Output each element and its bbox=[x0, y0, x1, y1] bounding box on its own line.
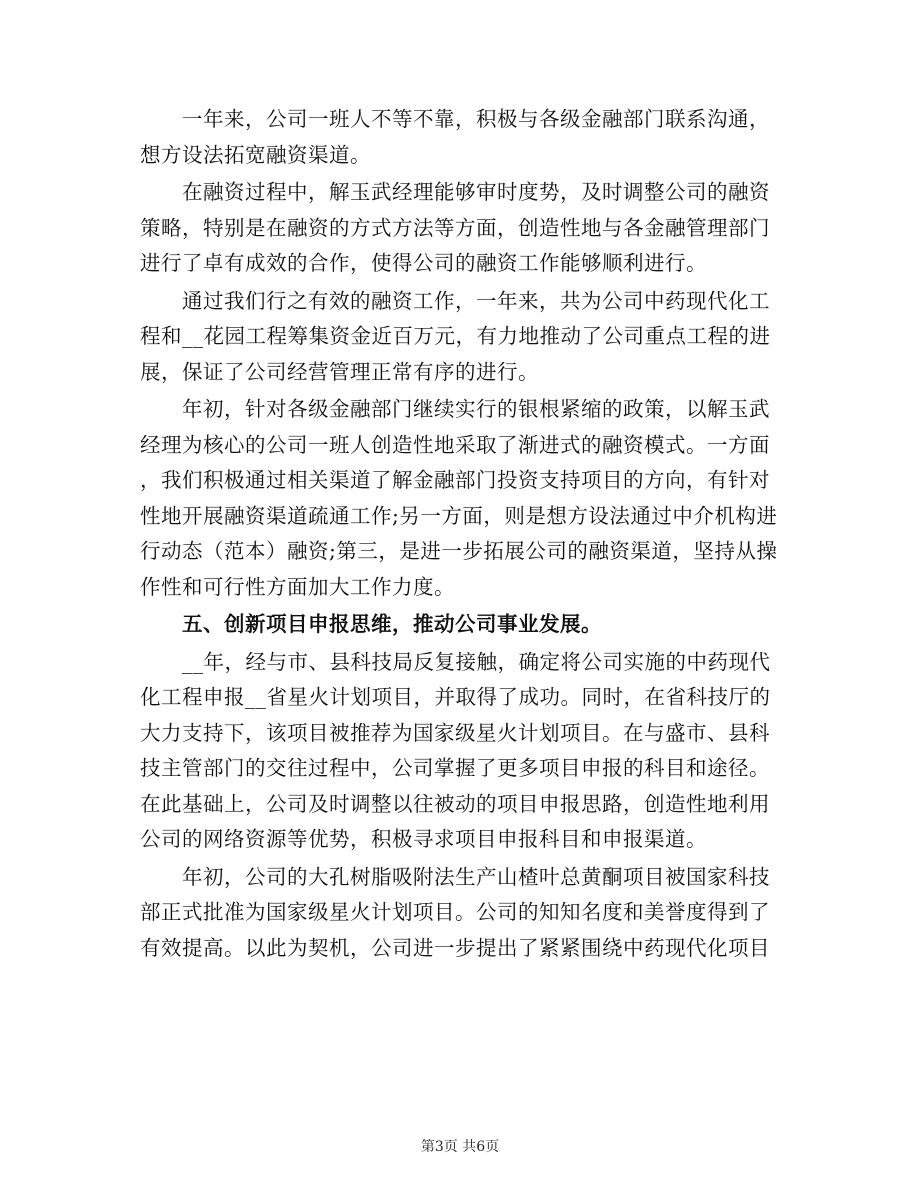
text-line: 在融资过程中，解玉武经理能够审时度势，及时调整公司的融资 bbox=[182, 180, 770, 204]
paragraph bbox=[140, 102, 780, 173]
text-line: 大力支持下，该项目被推荐为国家级星火计划项目。在与盛市、县科 bbox=[140, 720, 770, 745]
text-line: 年初，针对各级金融部门继续实行的银根紧缩的政策，以解玉武 bbox=[182, 397, 770, 421]
paragraph bbox=[140, 645, 780, 858]
text-line: 通过我们行之有效的融资工作，一年来，共为公司中药现代化工 bbox=[182, 288, 770, 313]
text-line: 在此基础上，公司及时调整以往被动的项目申报思路，创造性地利用 bbox=[140, 791, 770, 816]
text-line: 展，保证了公司经营管理正常有序的进行。 bbox=[140, 359, 539, 384]
paragraph bbox=[140, 392, 780, 605]
text-line: 一年来，公司一班人不等不靠，积极与各级金融部门联系沟通， bbox=[182, 107, 770, 131]
text-line: 部正式批准为国家级星火计划项目。公司的知知名度和美誉度得到了 bbox=[140, 900, 770, 924]
text-line: ，我们积极通过相关渠道了解金融部门投资支持项目的方向，有针对 bbox=[140, 468, 770, 492]
text-line: 进行了卓有成效的合作，使得公司的融资工作能够顺利进行。 bbox=[140, 251, 707, 275]
text-line: 策略，特别是在融资的方式方法等方面，创造性地与各金融管理部门 bbox=[140, 215, 770, 240]
heading-text: 五、创新项目申报思维，推动公司事业发展。 bbox=[182, 612, 602, 636]
paragraph bbox=[140, 860, 780, 967]
section-heading bbox=[140, 607, 780, 643]
text-line: 化工程申报__省星火计划项目，并取得了成功。同时，在省科技厅的 bbox=[140, 685, 771, 709]
text-line: 想方设法拓宽融资渠道。 bbox=[140, 142, 371, 167]
text-line: 作性和可行性方面加大工作力度。 bbox=[140, 574, 455, 599]
text-line: 有效提高。以此为契机，公司进一步提出了紧紧围绕中药现代化项目 bbox=[140, 935, 770, 960]
text-line: 行动态（范本）融资;第三，是进一步拓展公司的融资渠道，坚持从操 bbox=[140, 539, 778, 563]
text-line: 公司的网络资源等优势，积极寻求项目申报科目和申报渠道。 bbox=[140, 827, 707, 851]
paragraph bbox=[140, 284, 780, 391]
text-line: 技主管部门的交往过程中，公司掌握了更多项目申报的科目和途径。 bbox=[140, 756, 770, 780]
text-line: 程和__花园工程筹集资金近百万元，有力地推动了公司重点工程的进 bbox=[140, 324, 771, 348]
document-body bbox=[140, 102, 780, 968]
text-line: 经理为核心的公司一班人创造性地采取了渐进式的融资模式。一方面 bbox=[140, 432, 770, 457]
page-number-footer: 第3页 共6页 bbox=[420, 1139, 500, 1155]
paragraph bbox=[140, 175, 780, 282]
text-line: __年，经与市、县科技局反复接触，确定将公司实施的中药现代 bbox=[182, 649, 771, 674]
text-line: 年初，公司的大孔树脂吸附法生产山楂叶总黄酮项目被国家科技 bbox=[182, 864, 770, 889]
text-line: 性地开展融资渠道疏通工作;另一方面，则是想方设法通过中介机构进 bbox=[140, 503, 778, 528]
